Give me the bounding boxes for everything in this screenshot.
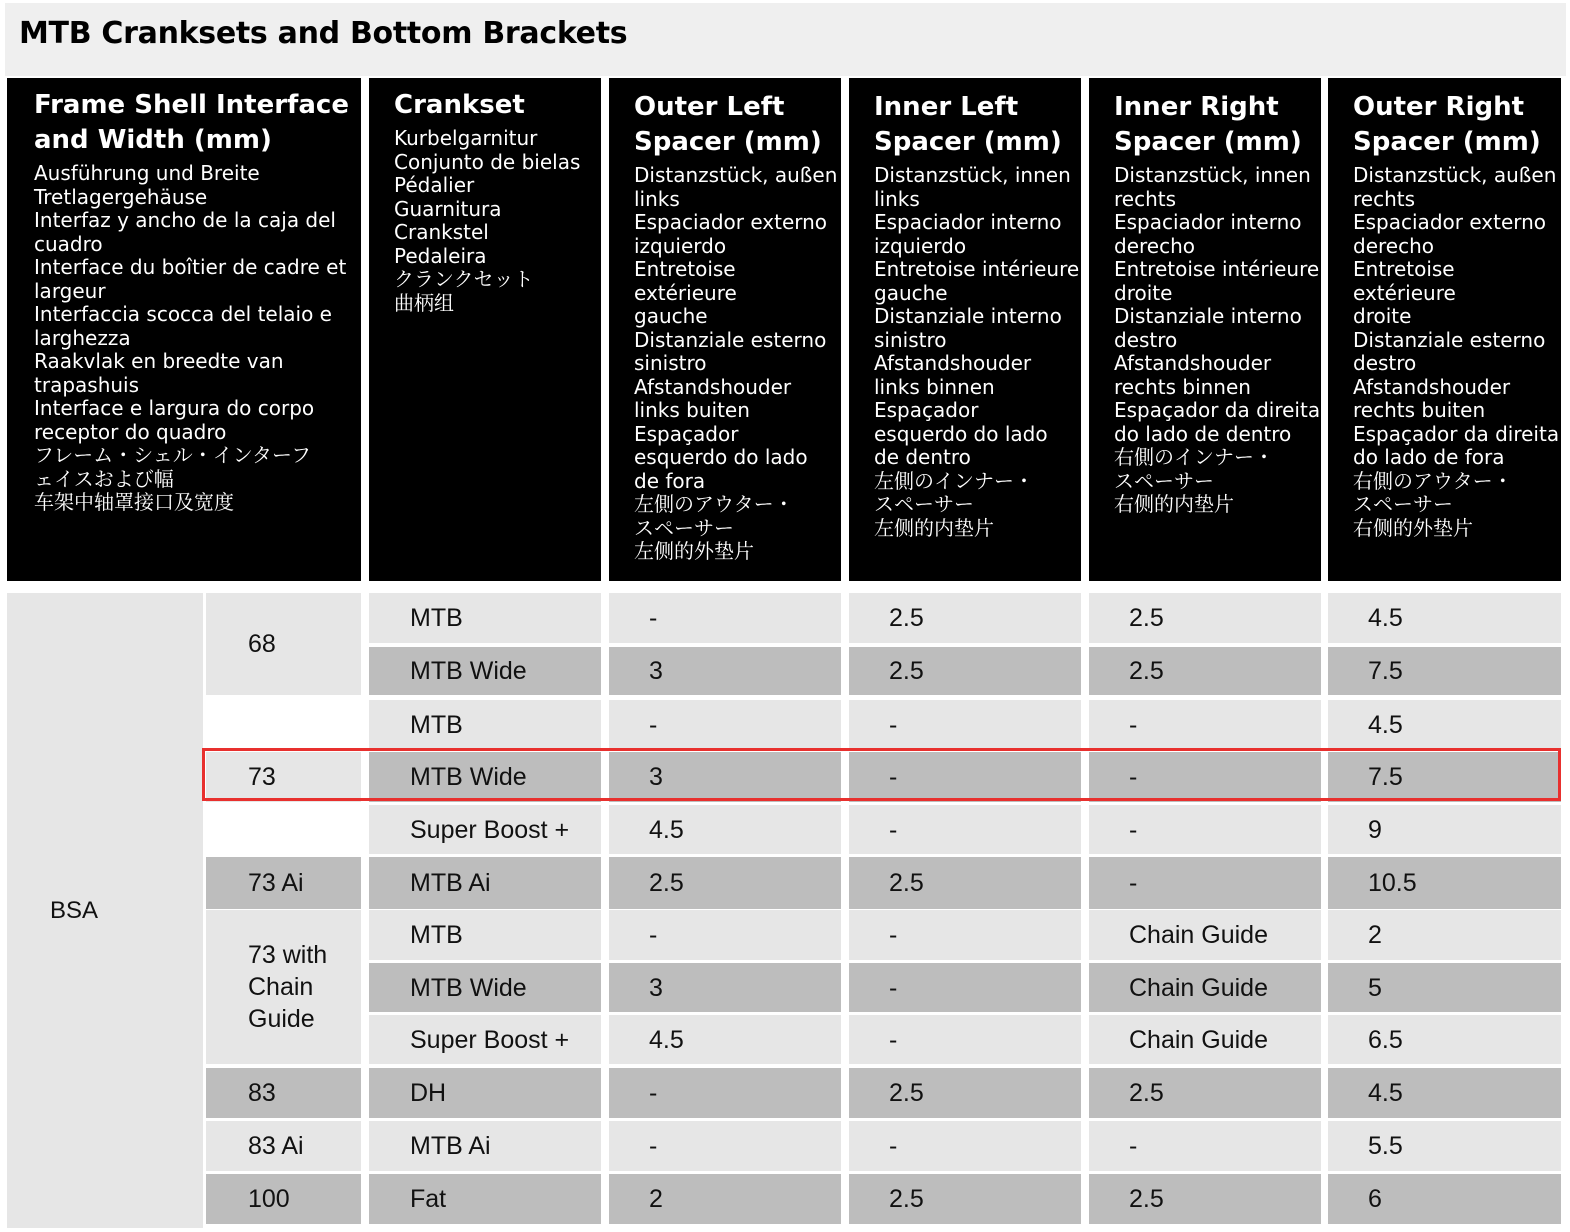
cell-outer-right: 7.5	[1328, 752, 1561, 802]
page-title: MTB Cranksets and Bottom Brackets	[19, 16, 628, 51]
cell-outer-right: 4.5	[1328, 1068, 1561, 1118]
cell-outer-left: -	[609, 700, 841, 749]
cell-inner-right: -	[1089, 805, 1321, 854]
header-translation-line: クランクセット	[394, 267, 534, 291]
header-translation-line: Ausführung und Breite Tretlagergehäuse	[34, 161, 260, 209]
cell-outer-right: 5	[1328, 963, 1561, 1012]
cell-outer-left: -	[609, 910, 841, 960]
header-translation-line: Espaciador interno izquierdo	[874, 210, 1062, 258]
cell-crankset: MTB	[369, 700, 601, 749]
header-translation-line: Distanziale interno destro	[1114, 304, 1302, 352]
cell-inner-left: -	[849, 752, 1081, 802]
header-translation-line: Distanzstück, innen links	[874, 163, 1071, 211]
header-translation-line: Distanzstück, innen rechts	[1114, 163, 1311, 211]
header-title: Crankset	[394, 90, 525, 120]
header-translations	[1353, 164, 1561, 540]
width-cell-100: 100	[206, 1174, 361, 1224]
header-translation-line: Interfaccia scocca del telaio e larghezza	[34, 302, 332, 350]
header-inner-left	[849, 78, 1081, 581]
title-bar	[5, 3, 1566, 76]
header-translation-line: Espaciador interno derecho	[1114, 210, 1302, 258]
cell-outer-right: 6	[1328, 1174, 1561, 1224]
header-translation-line: Espaçador esquerdo do lado de fora	[634, 421, 808, 493]
cell-outer-left: 4.5	[609, 1015, 841, 1064]
cell-inner-right: Chain Guide	[1089, 1015, 1321, 1064]
header-translation-line: Afstandshouder rechts buiten	[1353, 374, 1511, 422]
header-translation-line: 曲柄组	[394, 290, 454, 315]
header-translation-line: Distanziale esterno destro	[1353, 327, 1546, 375]
header-translation-line: Afstandshouder links binnen	[874, 351, 1032, 399]
header-translation-line: Distanzstück, außen links	[634, 163, 838, 211]
header-translations	[394, 127, 601, 315]
cell-crankset: MTB Ai	[369, 1121, 601, 1171]
cell-inner-left: 2.5	[849, 1174, 1081, 1224]
width-cell-73: 73	[206, 752, 361, 802]
cell-outer-right: 7.5	[1328, 647, 1561, 695]
cell-inner-right: -	[1089, 752, 1321, 802]
cell-outer-right: 5.5	[1328, 1121, 1561, 1171]
width-cell-73-chain-guide: 73 with Chain Guide	[206, 910, 361, 1064]
header-translation-line: Espaçador da direita do lado de dentro	[1114, 398, 1321, 446]
cell-inner-left: 2.5	[849, 857, 1081, 909]
cell-crankset: Super Boost +	[369, 805, 601, 854]
header-translation-line: Espaçador da direita do lado de fora	[1353, 421, 1560, 469]
header-translation-line: Espaciador externo derecho	[1353, 210, 1547, 258]
header-translation-line: 右側のアウター・ スペーサー	[1353, 468, 1513, 516]
header-translation-line: Distanziale esterno sinistro	[634, 327, 827, 375]
cell-outer-right: 4.5	[1328, 700, 1561, 749]
cell-crankset: MTB Ai	[369, 857, 601, 909]
width-cell-83: 83	[206, 1068, 361, 1118]
cell-inner-left: -	[849, 1121, 1081, 1171]
header-translation-line: Entretoise intérieure gauche	[874, 257, 1080, 305]
header-translation-line: Pédalier	[394, 173, 475, 197]
cell-inner-left: -	[849, 700, 1081, 749]
header-translation-line: 车架中轴罩接口及宽度	[34, 490, 234, 514]
cell-crankset: Fat	[369, 1174, 601, 1224]
header-translation-line: Crankstel	[394, 220, 489, 244]
header-translation-line: Distanzstück, außen rechts	[1353, 163, 1557, 211]
header-translation-line: Afstandshouder links buiten	[634, 374, 792, 422]
header-translation-line: 右侧的内垫片	[1114, 492, 1234, 516]
header-translation-line: Afstandshouder rechts binnen	[1114, 351, 1272, 399]
header-translation-line: Entretoise extérieure gauche	[634, 257, 737, 328]
header-translation-line: Interface du boîtier de cadre et largeur	[34, 255, 347, 303]
cell-crankset: MTB Wide	[369, 647, 601, 695]
cell-inner-right: 2.5	[1089, 1068, 1321, 1118]
header-translation-line: Interfaz y ancho de la caja del cuadro	[34, 208, 336, 256]
header-translation-line: フレーム・シェル・インターフ ェイスおよび幅	[34, 443, 311, 491]
header-outer-right	[1328, 78, 1561, 581]
header-title: Outer Right Spacer (mm)	[1353, 92, 1541, 157]
cell-inner-left: 2.5	[849, 1068, 1081, 1118]
header-translation-line: Guarnitura	[394, 196, 502, 221]
cell-outer-left: 3	[609, 963, 841, 1012]
header-title: Inner Left Spacer (mm)	[874, 92, 1062, 157]
cell-inner-right: -	[1089, 1121, 1321, 1171]
header-translation-line: 右側のインナー・ スペーサー	[1114, 445, 1274, 493]
cell-inner-left: 2.5	[849, 647, 1081, 695]
width-cell-83-ai: 83 Ai	[206, 1121, 361, 1171]
cell-outer-left: -	[609, 593, 841, 643]
header-translation-line: 左側のアウター・ スペーサー	[634, 492, 794, 540]
header-translation-line: 左侧的外垫片	[634, 539, 754, 563]
cell-inner-left: 2.5	[849, 593, 1081, 643]
cell-inner-right: Chain Guide	[1089, 910, 1321, 960]
cell-inner-right: -	[1089, 700, 1321, 749]
header-translation-line: Espaciador externo izquierdo	[634, 210, 828, 258]
header-inner-right	[1089, 78, 1321, 581]
cell-crankset: DH	[369, 1068, 601, 1118]
cell-inner-left: -	[849, 1015, 1081, 1064]
header-translations	[1114, 164, 1321, 517]
cell-inner-left: -	[849, 910, 1081, 960]
cell-outer-left: 4.5	[609, 805, 841, 854]
interface-column	[7, 593, 203, 1228]
cell-inner-left: -	[849, 963, 1081, 1012]
cell-outer-left: -	[609, 1121, 841, 1171]
cell-inner-right: 2.5	[1089, 593, 1321, 643]
header-translation-line: Distanziale interno sinistro	[874, 304, 1062, 352]
cell-inner-right: 2.5	[1089, 1174, 1321, 1224]
interface-label: BSA	[50, 897, 99, 924]
header-title: Outer Left Spacer (mm)	[634, 92, 822, 157]
cell-outer-left: 2.5	[609, 857, 841, 909]
cell-outer-left: 3	[609, 752, 841, 802]
width-cell-73-ai: 73 Ai	[206, 857, 361, 909]
header-translations	[634, 164, 841, 564]
header-translation-line: Espaçador esquerdo do lado de dentro	[874, 398, 1048, 469]
cell-outer-left: 2	[609, 1174, 841, 1224]
cell-crankset: MTB	[369, 910, 601, 960]
cell-inner-right: -	[1089, 857, 1321, 909]
header-crankset	[369, 78, 601, 581]
header-translation-line: 右侧的外垫片	[1353, 515, 1473, 540]
cell-crankset: MTB Wide	[369, 752, 601, 802]
header-outer-left	[609, 78, 841, 581]
header-translation-line: Entretoise extérieure droite	[1353, 257, 1456, 328]
header-translations	[34, 162, 361, 515]
cell-inner-right: 2.5	[1089, 647, 1321, 695]
header-translation-line: Pedaleira	[394, 243, 487, 268]
cell-outer-left: -	[609, 1068, 841, 1118]
cell-crankset: MTB Wide	[369, 963, 601, 1012]
cell-inner-right: Chain Guide	[1089, 963, 1321, 1012]
width-cell-68: 68	[206, 593, 361, 695]
header-translation-line: Conjunto de bielas	[394, 149, 581, 174]
header-translation-line: Entretoise intérieure droite	[1114, 257, 1320, 305]
cell-outer-right: 9	[1328, 805, 1561, 854]
header-translation-line: Kurbelgarnitur	[394, 126, 538, 150]
cell-outer-right: 10.5	[1328, 857, 1561, 909]
cell-outer-right: 6.5	[1328, 1015, 1561, 1064]
cell-inner-left: -	[849, 805, 1081, 854]
header-translation-line: Raakvlak en breedte van trapashuis	[34, 349, 284, 397]
cell-outer-right: 4.5	[1328, 593, 1561, 643]
cell-crankset: MTB	[369, 593, 601, 643]
header-translation-line: 左侧的内垫片	[874, 515, 994, 540]
header-title: Frame Shell Interface and Width (mm)	[34, 90, 349, 155]
cell-outer-left: 3	[609, 647, 841, 695]
header-translation-line: Interface e largura do corpo receptor do quadro	[34, 396, 315, 444]
cell-outer-right: 2	[1328, 910, 1561, 960]
cell-crankset: Super Boost +	[369, 1015, 601, 1064]
header-translations	[874, 164, 1081, 540]
header-title: Inner Right Spacer (mm)	[1114, 92, 1302, 157]
header-frame-shell	[7, 78, 361, 581]
header-translation-line: 左側のインナー・ スペーサー	[874, 468, 1034, 516]
